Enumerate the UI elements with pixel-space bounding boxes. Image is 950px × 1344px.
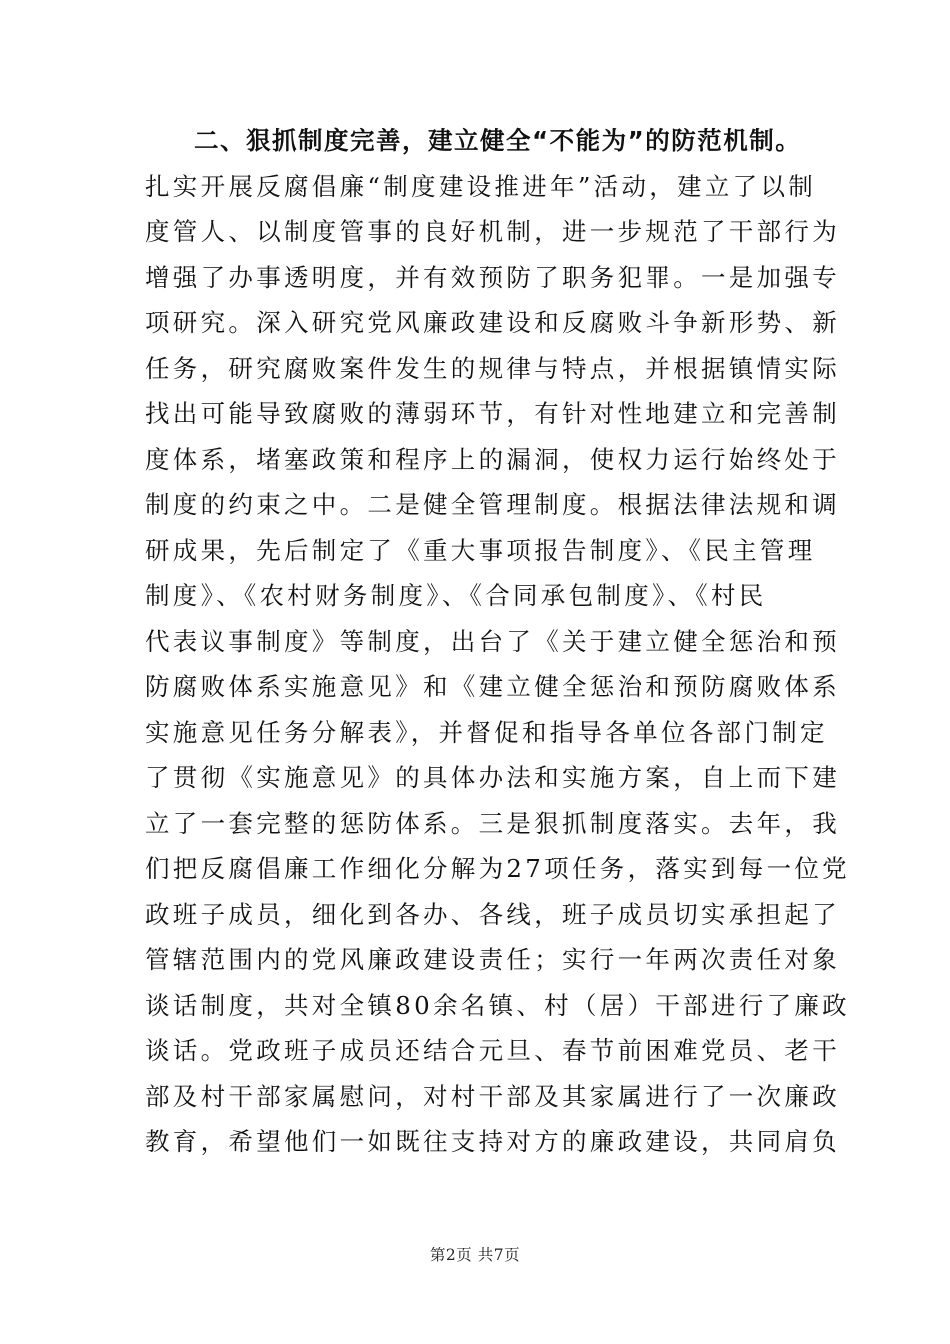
text-line: 研成果，先后制定了《重大事项报告制度》、《民主管理 [145,535,816,565]
text-line: 制度》、《农村财务制度》、《合同承包制度》、《村民 [145,581,767,610]
text-line: 度管人、以制度管事的良好机制，进一步规范了干部行为 [145,217,840,246]
page-footer: 第2页 共7页 [429,1246,521,1264]
text-line: 任务，研究腐败案件发生的规律与特点，并根据镇情实际 [145,353,840,383]
text-line: 增强了办事透明度，并有效预防了职务犯罪。一是加强专 [145,262,840,292]
section-heading: 二、狠抓制度完善，建立健全“不能为”的防范机制。 [194,126,802,155]
text-line: 政班子成员，细化到各办、各线，班子成员切实承担起了 [145,899,840,929]
text-line: 立了一套完整的惩防体系。三是狠抓制度落实。去年，我 [145,808,840,838]
text-line: 教育，希望他们一如既往支持对方的廉政建设，共同肩负 [145,1127,840,1156]
text-line: 扎实开展反腐倡廉“制度建设推进年”活动，建立了以制 [145,171,817,201]
body-paragraph [145,164,850,1165]
text-line: 度体系，堵塞政策和程序上的漏洞，使权力运行始终处于 [145,444,840,474]
text-line: 管辖范围内的党风廉政建设责任；实行一年两次责任对象 [145,945,840,974]
text-line: 们把反腐倡廉工作细化分解为27项任务，落实到每一位党 [145,854,850,883]
text-line: 代表议事制度》等制度，出台了《关于建立健全惩治和预 [145,626,840,656]
text-line: 制度的约束之中。二是健全管理制度。根据法律法规和调 [145,490,840,519]
text-line: 实施意见任务分解表》，并督促和指导各单位各部门制定 [145,717,828,747]
text-line: 谈话制度，共对全镇80余名镇、村（居）干部进行了廉政 [145,990,850,1020]
text-line: 了贯彻《实施意见》的具体办法和实施方案，自上而下建 [145,763,840,792]
text-line: 找出可能导致腐败的薄弱环节，有针对性地建立和完善制 [145,399,840,428]
text-line: 部及村干部家属慰问，对村干部及其家属进行了一次廉政 [145,1081,840,1111]
text-line: 谈话。党政班子成员还结合元旦、春节前困难党员、老干 [145,1036,840,1065]
document-body [145,118,850,1165]
text-line: 项研究。深入研究党风廉政建设和反腐败斗争新形势、新 [145,308,840,337]
text-line: 防腐败体系实施意见》和《建立健全惩治和预防腐败体系 [145,672,840,701]
